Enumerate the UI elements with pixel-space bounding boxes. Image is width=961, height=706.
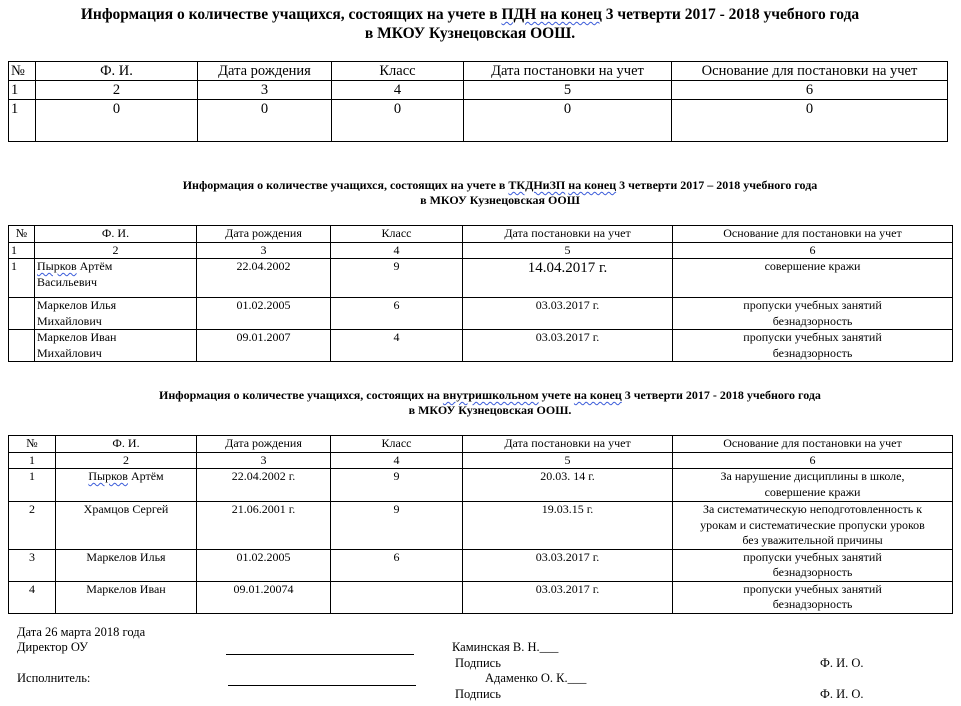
cell-name: 0 <box>36 100 198 142</box>
table-row <box>9 469 953 502</box>
cell-class: 9 <box>331 469 463 502</box>
cell-birth: 22.04.2002 г. <box>197 469 331 502</box>
header-reason: Основание для постановки на учет <box>673 436 953 453</box>
cell-date: 14.04.2017 г. <box>463 259 673 298</box>
table-row <box>9 581 953 613</box>
table3-title-line1: Информация о количестве учащихся, состоящих на внутришкольном учете на конец 3 четверти 2017 - 2018 учебного года <box>159 388 821 402</box>
director-signature-line <box>226 654 414 655</box>
executor-name: Адаменко О. К.___ <box>485 671 587 685</box>
cell-class: 4 <box>331 330 463 362</box>
cell-reason: 0 <box>672 100 948 142</box>
col-number: 1 <box>9 81 36 100</box>
signature-label: Подпись <box>455 687 501 701</box>
cell-birth: 01.02.2005 <box>197 298 331 330</box>
table1-number-row <box>9 81 948 100</box>
table3-title-line2: в МКОУ Кузнецовская ООШ. <box>408 403 572 417</box>
cell-birth: 0 <box>198 100 332 142</box>
cell-birth: 01.02.2005 <box>197 549 331 581</box>
table-row <box>9 330 953 362</box>
cell-reason: За нарушение дисциплины в школе, совершение кражи <box>673 469 953 502</box>
header-class: Класс <box>332 62 464 81</box>
table3-number-row <box>9 452 953 469</box>
cell-class: 9 <box>331 502 463 550</box>
cell-reason: пропуски учебных занятий безнадзорность <box>673 330 953 362</box>
cell-name: Маркелов Илья Михайлович <box>35 298 197 330</box>
cell-date: 03.03.2017 г. <box>463 581 673 613</box>
cell-name: Маркелов Илья <box>56 549 197 581</box>
cell-date: 19.03.15 г. <box>463 502 673 550</box>
header-num: № <box>9 436 56 453</box>
table-row <box>9 549 953 581</box>
director-label: Директор ОУ <box>17 640 89 654</box>
header-date: Дата постановки на учет <box>464 62 672 81</box>
cell-reason: совершение кражи <box>673 259 953 298</box>
cell-num: 1 <box>9 100 36 142</box>
col-number: 4 <box>332 81 464 100</box>
col-number: 1 <box>9 452 56 469</box>
cell-name: Пырков Артём Васильевич <box>35 259 197 298</box>
table-row <box>9 502 953 550</box>
table-row <box>9 100 948 142</box>
col-number: 5 <box>463 242 673 259</box>
header-class: Класс <box>331 226 463 243</box>
director-name: Каминская В. Н.___ <box>452 640 559 654</box>
header-num: № <box>9 226 35 243</box>
cell-name: Маркелов Иван <box>56 581 197 613</box>
table-row <box>9 298 953 330</box>
cell-name: Пырков Артём <box>56 469 197 502</box>
table1 <box>8 61 948 142</box>
col-number: 5 <box>464 81 672 100</box>
cell-date: 0 <box>464 100 672 142</box>
cell-birth: 09.01.20074 <box>197 581 331 613</box>
cell-class: 9 <box>331 259 463 298</box>
cell-birth: 22.04.2002 <box>197 259 331 298</box>
col-number: 3 <box>197 242 331 259</box>
cell-num <box>9 330 35 362</box>
col-number: 2 <box>36 81 198 100</box>
header-birth: Дата рождения <box>198 62 332 81</box>
table3-header-row <box>9 436 953 453</box>
col-number: 6 <box>673 452 953 469</box>
header-date: Дата постановки на учет <box>463 226 673 243</box>
cell-date: 03.03.2017 г. <box>463 298 673 330</box>
cell-reason: пропуски учебных занятий безнадзорность <box>673 298 953 330</box>
cell-num: 3 <box>9 549 56 581</box>
fio-label: Ф. И. О. <box>820 687 864 701</box>
executor-label: Исполнитель: <box>17 671 91 685</box>
cell-birth: 21.06.2001 г. <box>197 502 331 550</box>
table2-number-row <box>9 242 953 259</box>
table1-header-row <box>9 62 948 81</box>
col-number: 2 <box>56 452 197 469</box>
cell-date: 03.03.2017 г. <box>463 330 673 362</box>
header-class: Класс <box>331 436 463 453</box>
table3 <box>8 435 953 614</box>
table2-header-row <box>9 226 953 243</box>
table2 <box>8 225 953 362</box>
header-reason: Основание для постановки на учет <box>673 226 953 243</box>
cell-birth: 09.01.2007 <box>197 330 331 362</box>
cell-class: 0 <box>332 100 464 142</box>
col-number: 4 <box>331 242 463 259</box>
cell-num: 4 <box>9 581 56 613</box>
col-number: 1 <box>9 242 35 259</box>
table1-title-line2: в МКОУ Кузнецовская ООШ. <box>364 25 576 42</box>
table3-title <box>90 388 890 418</box>
header-num: № <box>9 62 36 81</box>
footer-date: Дата 26 марта 2018 года <box>17 625 146 639</box>
table2-title-line2: в МКОУ Кузнецовская ООШ <box>420 193 580 207</box>
table2-title-line1: Информация о количестве учащихся, состоящих на учете в ТКДНиЗП на конец 3 четверти 2017 – 2018 учебного года <box>182 178 818 192</box>
signature-label: Подпись <box>455 656 501 670</box>
header-name: Ф. И. <box>56 436 197 453</box>
cell-reason: пропуски учебных занятий безнадзорность <box>673 549 953 581</box>
table1-title <box>80 5 860 43</box>
table2-title <box>100 178 900 208</box>
executor-signature-line <box>228 685 416 686</box>
cell-date: 03.03.2017 г. <box>463 549 673 581</box>
cell-num: 1 <box>9 259 35 298</box>
cell-class: 6 <box>331 298 463 330</box>
cell-name: Храмцов Сергей <box>56 502 197 550</box>
col-number: 4 <box>331 452 463 469</box>
cell-reason: За систематическую неподготовленность к урокам и систематические пропуски уроков без уважительной причины <box>673 502 953 550</box>
header-name: Ф. И. <box>36 62 198 81</box>
col-number: 5 <box>463 452 673 469</box>
cell-num: 2 <box>9 502 56 550</box>
cell-reason: пропуски учебных занятий безнадзорность <box>673 581 953 613</box>
cell-name: Маркелов Иван Михайлович <box>35 330 197 362</box>
header-reason: Основание для постановки на учет <box>672 62 948 81</box>
header-birth: Дата рождения <box>197 226 331 243</box>
cell-num <box>9 298 35 330</box>
col-number: 6 <box>673 242 953 259</box>
fio-label: Ф. И. О. <box>820 656 864 670</box>
cell-num: 1 <box>9 469 56 502</box>
col-number: 6 <box>672 81 948 100</box>
cell-date: 20.03. 14 г. <box>463 469 673 502</box>
table-row <box>9 259 953 298</box>
cell-class: 6 <box>331 549 463 581</box>
table1-title-line1: Информация о количестве учащихся, состоящих на учете в ПДН на конец 3 четверти 2017 - 2018 учебного года <box>80 6 860 23</box>
col-number: 3 <box>198 81 332 100</box>
col-number: 3 <box>197 452 331 469</box>
cell-class <box>331 581 463 613</box>
header-date: Дата постановки на учет <box>463 436 673 453</box>
header-name: Ф. И. <box>35 226 197 243</box>
col-number: 2 <box>35 242 197 259</box>
header-birth: Дата рождения <box>197 436 331 453</box>
